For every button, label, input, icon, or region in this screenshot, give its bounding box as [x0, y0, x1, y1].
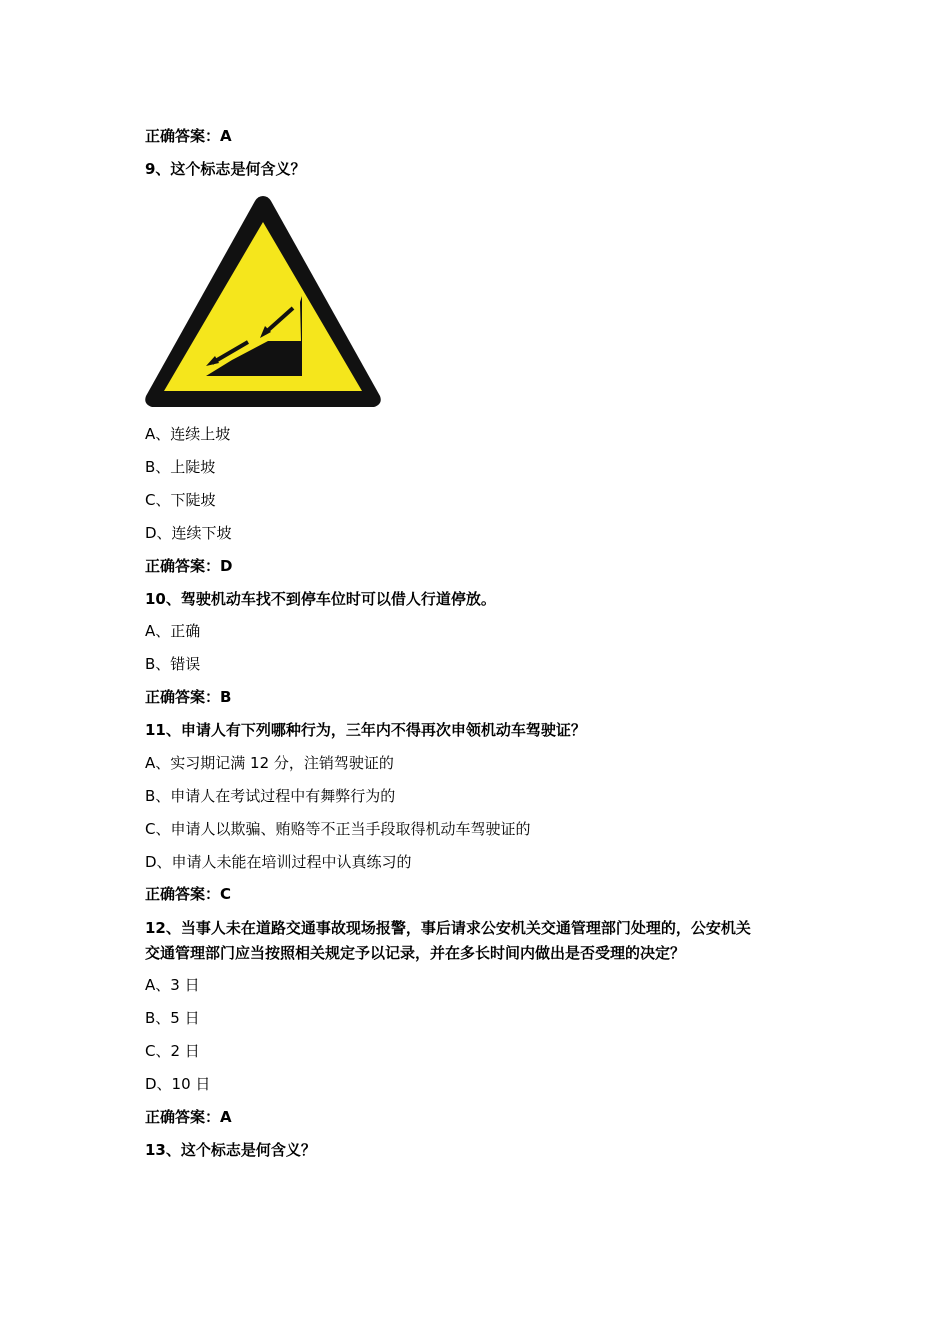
continuous-downhill-warning-sign-icon	[142, 192, 384, 412]
option-d: D、连续下坡	[145, 524, 232, 542]
option-b: B、5 日	[145, 1009, 200, 1027]
question-12-line-1: 12、当事人未在道路交通事故现场报警，事后请求公安机关交通管理部门处理的，公安机关	[145, 919, 751, 937]
option-b: B、错误	[145, 655, 201, 673]
option-a: A、正确	[145, 622, 201, 640]
answer-line: 正确答案：A	[145, 127, 232, 145]
question-13: 13、这个标志是何含义？	[145, 1141, 316, 1159]
option-a: A、连续上坡	[145, 425, 231, 443]
option-b: B、申请人在考试过程中有舞弊行为的	[145, 787, 396, 805]
option-c: C、下陡坡	[145, 491, 216, 509]
option-b: B、上陡坡	[145, 458, 216, 476]
question-10: 10、驾驶机动车找不到停车位时可以借人行道停放。	[145, 590, 496, 608]
option-d: D、申请人未能在培训过程中认真练习的	[145, 853, 412, 871]
option-d: D、10 日	[145, 1075, 211, 1093]
answer-line: 正确答案：D	[145, 557, 233, 575]
option-a: A、实习期记满 12 分，注销驾驶证的	[145, 754, 394, 772]
answer-line: 正确答案：A	[145, 1108, 232, 1126]
option-c: C、申请人以欺骗、贿赂等不正当手段取得机动车驾驶证的	[145, 820, 531, 838]
question-9: 9、这个标志是何含义？	[145, 160, 306, 178]
answer-line: 正确答案：C	[145, 885, 232, 903]
question-11: 11、申请人有下列哪种行为，三年内不得再次申领机动车驾驶证？	[145, 721, 586, 739]
option-c: C、2 日	[145, 1042, 200, 1060]
answer-line: 正确答案：B	[145, 688, 232, 706]
question-12-line-2: 交通管理部门应当按照相关规定予以记录，并在多长时间内做出是否受理的决定？	[145, 944, 686, 962]
option-a: A、3 日	[145, 976, 200, 994]
